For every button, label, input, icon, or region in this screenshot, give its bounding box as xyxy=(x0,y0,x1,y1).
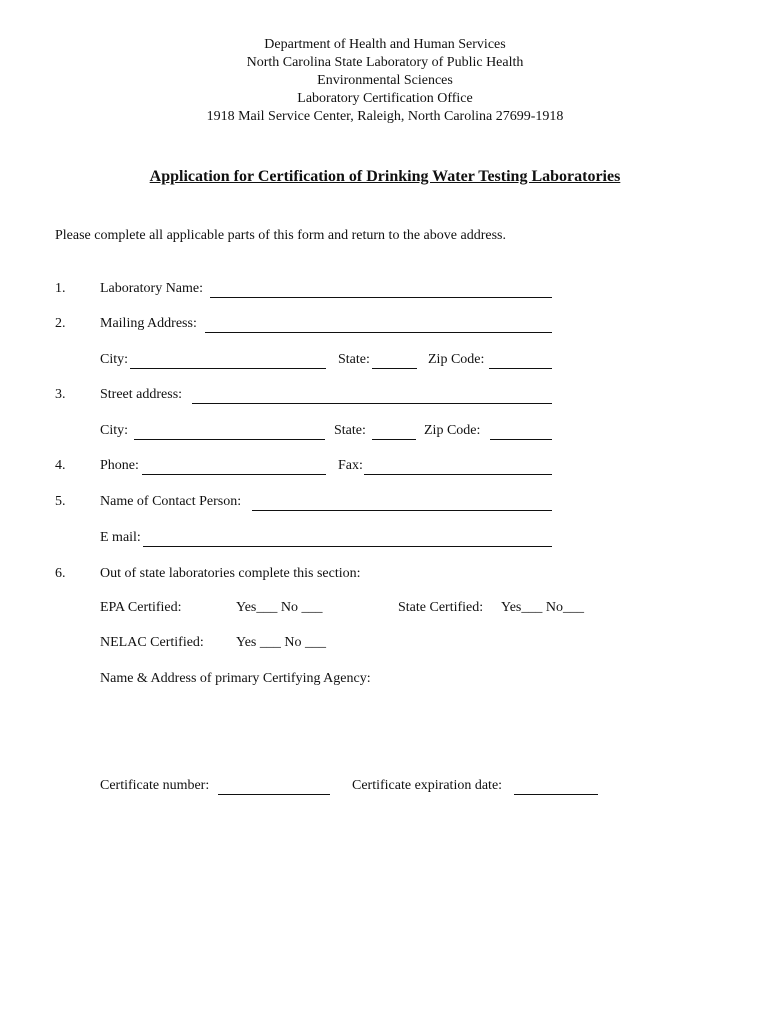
row-phone-fax xyxy=(0,458,770,478)
row-street-city xyxy=(0,423,770,443)
certificate-expiration-field[interactable] xyxy=(514,778,598,795)
header-line-laboratory: North Carolina State Laboratory of Public Health xyxy=(246,55,524,70)
contact-person-field[interactable] xyxy=(252,494,552,511)
row-contact-person xyxy=(0,494,770,514)
form-instructions: Please complete all applicable parts of this form and return to the above address. xyxy=(55,228,506,243)
lab-name-field[interactable] xyxy=(210,281,552,298)
street-state-field[interactable] xyxy=(372,423,416,440)
form-title: Application for Certification of Drinking Water Testing Laboratories xyxy=(149,168,621,185)
state-label: State: xyxy=(334,423,366,438)
lab-name-label: Laboratory Name: xyxy=(100,281,204,296)
item-number: 6. xyxy=(55,566,66,581)
item-number: 4. xyxy=(55,458,66,473)
nelac-yes-no-field[interactable]: Yes ___ No ___ xyxy=(236,635,326,650)
state-certified-label: State Certified: xyxy=(398,600,484,615)
row-street-address xyxy=(0,387,770,407)
street-address-field[interactable] xyxy=(192,387,552,404)
fax-label: Fax: xyxy=(338,458,363,473)
mailing-address-field[interactable] xyxy=(205,316,552,333)
item-number: 2. xyxy=(55,316,66,331)
fax-field[interactable] xyxy=(364,458,552,475)
epa-yes-no-field[interactable]: Yes___ No ___ xyxy=(236,600,323,615)
mailing-state-field[interactable] xyxy=(372,352,417,369)
letterhead xyxy=(0,36,770,126)
certificate-expiration-label: Certificate expiration date: xyxy=(352,778,503,793)
contact-person-label: Name of Contact Person: xyxy=(100,494,242,509)
row-epa-certified xyxy=(0,600,770,620)
phone-label: Phone: xyxy=(100,458,139,473)
state-label: State: xyxy=(338,352,370,367)
mailing-address-label: Mailing Address: xyxy=(100,316,197,331)
item-number: 1. xyxy=(55,281,66,296)
mailing-zip-field[interactable] xyxy=(489,352,552,369)
item-number: 5. xyxy=(55,494,66,509)
out-of-state-label: Out of state laboratories complete this section: xyxy=(100,566,361,581)
row-mailing-address xyxy=(0,316,770,336)
state-yes-no-field[interactable]: Yes___ No___ xyxy=(501,600,584,615)
epa-certified-label: EPA Certified: xyxy=(100,600,182,615)
nelac-certified-label: NELAC Certified: xyxy=(100,635,204,650)
header-line-address: 1918 Mail Service Center, Raleigh, North Carolina 27699-1918 xyxy=(206,109,564,124)
item-number: 3. xyxy=(55,387,66,402)
street-address-label: Street address: xyxy=(100,387,183,402)
city-label: City: xyxy=(100,352,129,367)
row-out-of-state xyxy=(0,566,770,586)
phone-field[interactable] xyxy=(142,458,326,475)
row-nelac-certified xyxy=(0,635,770,655)
row-lab-name xyxy=(0,281,770,301)
certificate-number-label: Certificate number: xyxy=(100,778,210,793)
certificate-number-field[interactable] xyxy=(218,778,330,795)
row-certificate xyxy=(0,778,770,798)
street-zip-field[interactable] xyxy=(490,423,552,440)
email-label: E mail: xyxy=(100,530,141,545)
row-certifying-agency xyxy=(0,671,770,691)
email-field[interactable] xyxy=(143,530,552,547)
row-mailing-city xyxy=(0,352,770,372)
zip-label: Zip Code: xyxy=(424,423,481,438)
header-line-division: Environmental Sciences xyxy=(317,73,453,88)
header-line-department: Department of Health and Human Services xyxy=(264,37,506,52)
row-email xyxy=(0,530,770,550)
zip-label: Zip Code: xyxy=(428,352,485,367)
street-city-field[interactable] xyxy=(134,423,325,440)
certifying-agency-field[interactable] xyxy=(100,692,552,762)
certifying-agency-label: Name & Address of primary Certifying Agency: xyxy=(100,671,371,686)
header-line-office: Laboratory Certification Office xyxy=(297,91,473,106)
city-label: City: xyxy=(100,423,129,438)
mailing-city-field[interactable] xyxy=(130,352,326,369)
